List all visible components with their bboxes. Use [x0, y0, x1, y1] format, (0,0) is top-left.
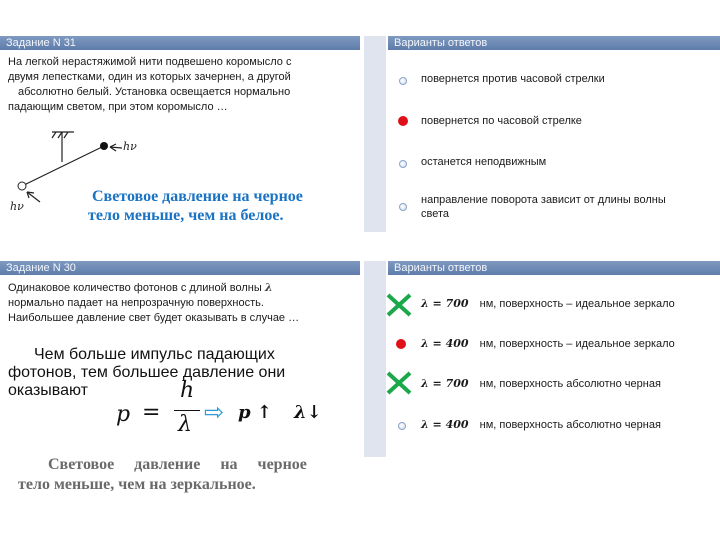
- formula-lhs: p: [116, 402, 131, 427]
- answer31-option-2[interactable]: повернется по часовой стрелке: [421, 115, 582, 127]
- task31-line: абсолютно белый. Установка освещается нормально: [18, 86, 291, 98]
- task30-line-1: Одинаковое количество фотонов с длиной волны λ: [8, 281, 273, 294]
- formula-den: λ: [178, 412, 192, 437]
- answer30-option-2-lambda: λ = 400: [421, 337, 469, 350]
- answer30-option-3-text: нм, поверхность абсолютно черная: [479, 378, 661, 390]
- white-petal: [18, 182, 26, 190]
- answer31-radio-2-selected[interactable]: [398, 116, 408, 126]
- answers30-header: Варианты ответов: [388, 261, 720, 275]
- answer31-radio-1[interactable]: [399, 77, 407, 85]
- answer31-option-3[interactable]: останется неподвижным: [421, 156, 547, 168]
- task30-gray-note-line2: тело меньше, чем на зеркальное.: [18, 476, 256, 493]
- task31-note-line2: тело меньше, чем на белое.: [88, 207, 284, 224]
- answer31-option-4-line2: света: [421, 208, 450, 220]
- hv-label-top: hν: [123, 140, 137, 153]
- answer31-radio-3[interactable]: [399, 160, 407, 168]
- task30-line: нормально падает на непрозрачную поверхность.: [8, 297, 264, 309]
- answer30-option-4[interactable]: [421, 418, 661, 432]
- task30-note-line3: оказывают: [8, 382, 88, 399]
- task30-text: [8, 280, 358, 326]
- answer30-option-4-lambda: λ = 400: [421, 418, 469, 431]
- task31-header: Задание N 31: [0, 36, 360, 50]
- answer30-option-3[interactable]: [421, 377, 661, 391]
- arrow-icon: ⇨: [204, 398, 225, 426]
- lambda-symbol: λ: [264, 281, 273, 294]
- answer31-option-1[interactable]: повернется против часовой стрелки: [421, 73, 605, 85]
- answers31-header: Варианты ответов: [388, 36, 720, 50]
- task30-note-line2: фотонов, тем большее давление они: [8, 364, 286, 381]
- answer30-option-2-text: нм, поверхность – идеальное зеркало: [479, 338, 675, 350]
- answer30-radio-2-selected[interactable]: [396, 339, 406, 349]
- divider-bottom: [364, 261, 386, 457]
- task30-gray-note-line1: Световое давление на черное: [48, 456, 307, 473]
- black-petal: [100, 142, 108, 150]
- formula-num: h: [180, 378, 195, 403]
- task30-header: Задание N 30: [0, 261, 360, 275]
- task30-note: [8, 346, 338, 400]
- answer31-option-4[interactable]: [421, 193, 666, 221]
- task31-text: [8, 55, 358, 115]
- task31-line: падающим светом, при этом коромысло …: [8, 101, 228, 113]
- task30-line: Наибольшее давление свет будет оказывать в случае …: [8, 312, 300, 324]
- answer31-option-4-line1: направление поворота зависит от длины волны: [421, 194, 666, 206]
- answer30-option-2[interactable]: [421, 337, 675, 351]
- task31-line: двумя лепестками, один из которых зачернен, а другой: [8, 71, 291, 83]
- divider-top: [364, 36, 386, 232]
- answer31-radio-4[interactable]: [399, 203, 407, 211]
- task30-note-line1: Чем больше импульс падающих: [34, 346, 275, 363]
- cross-mark-icon: [385, 292, 413, 318]
- answer30-radio-4[interactable]: [398, 422, 406, 430]
- task31-note-line1: Световое давление на черное: [92, 188, 303, 205]
- answer30-option-3-lambda: λ = 700: [421, 377, 469, 390]
- formula-bar: [174, 410, 200, 411]
- cross-mark-icon: [385, 370, 413, 396]
- answer30-option-1-lambda: λ = 700: [421, 297, 469, 310]
- answer30-option-1[interactable]: [421, 297, 675, 311]
- task31-line: На легкой нерастяжимой нити подвешено коромысло с: [8, 56, 292, 68]
- p-up: p ↑: [238, 402, 272, 423]
- formula-eq: =: [142, 400, 161, 425]
- answer30-option-1-text: нм, поверхность – идеальное зеркало: [479, 298, 675, 310]
- lambda-down: λ↓: [294, 402, 322, 423]
- hv-label-bottom: hν: [10, 200, 24, 213]
- answer30-option-4-text: нм, поверхность абсолютно черная: [479, 419, 661, 431]
